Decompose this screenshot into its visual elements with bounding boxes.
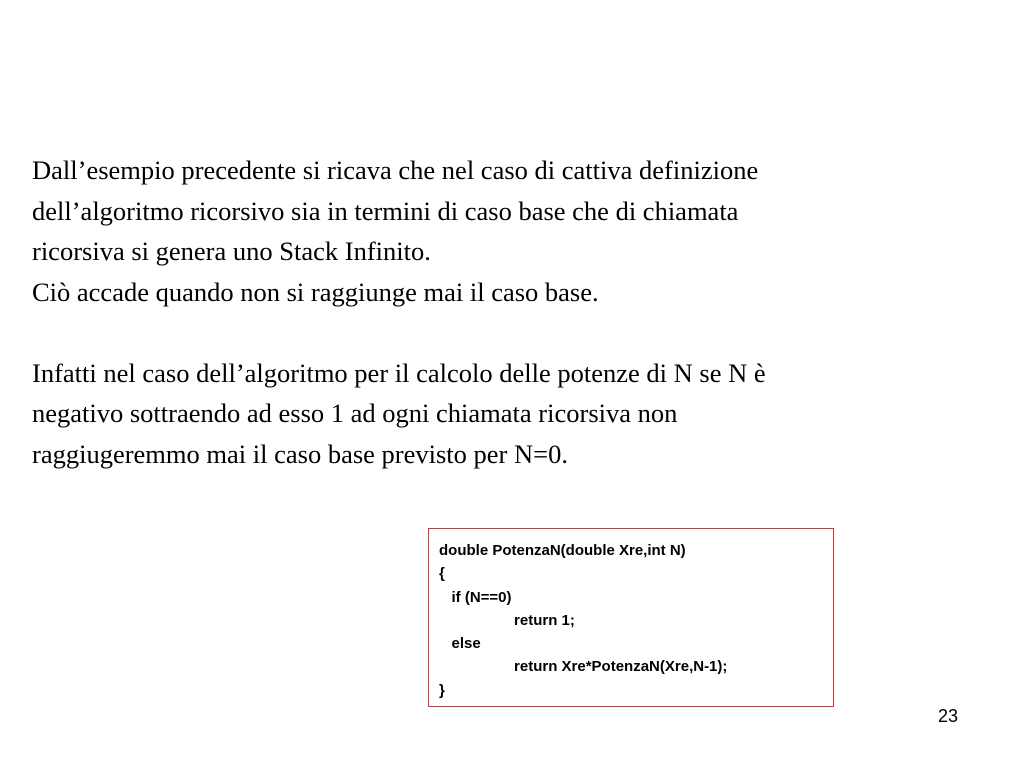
code-line: return 1; — [439, 611, 575, 629]
text-line: raggiugeremmo mai il caso base previsto per N=0. — [32, 438, 568, 469]
code-line: return Xre*PotenzaN(Xre,N-1); — [439, 658, 728, 676]
code-line: } — [439, 681, 445, 699]
code-line: if (N==0) — [439, 588, 512, 606]
paragraph-spacer — [32, 312, 1002, 353]
code-line: else — [439, 635, 481, 653]
code-block — [439, 539, 727, 702]
text-line: Dall’esempio precedente si ricava che nel caso di cattiva definizione — [32, 155, 759, 185]
code-box — [428, 528, 834, 707]
text-line: dell’algoritmo ricorsivo sia in termini di caso base che di chiamata — [32, 195, 739, 226]
text-line: negativo sottraendo ad esso 1 ad ogni chiamata ricorsiva non — [32, 398, 678, 428]
page-number: 23 — [938, 706, 959, 726]
text-line: Infatti nel caso dell’algoritmo per il calcolo delle potenze di N se N è — [32, 357, 766, 388]
code-line: { — [439, 565, 445, 583]
text-line: Ciò accade quando non si raggiunge mai il caso base. — [32, 276, 599, 307]
body-text — [32, 150, 1002, 474]
code-line: double PotenzaN(double Xre,int N) — [439, 542, 686, 559]
text-line: ricorsiva si genera uno Stack Infinito. — [32, 236, 431, 266]
